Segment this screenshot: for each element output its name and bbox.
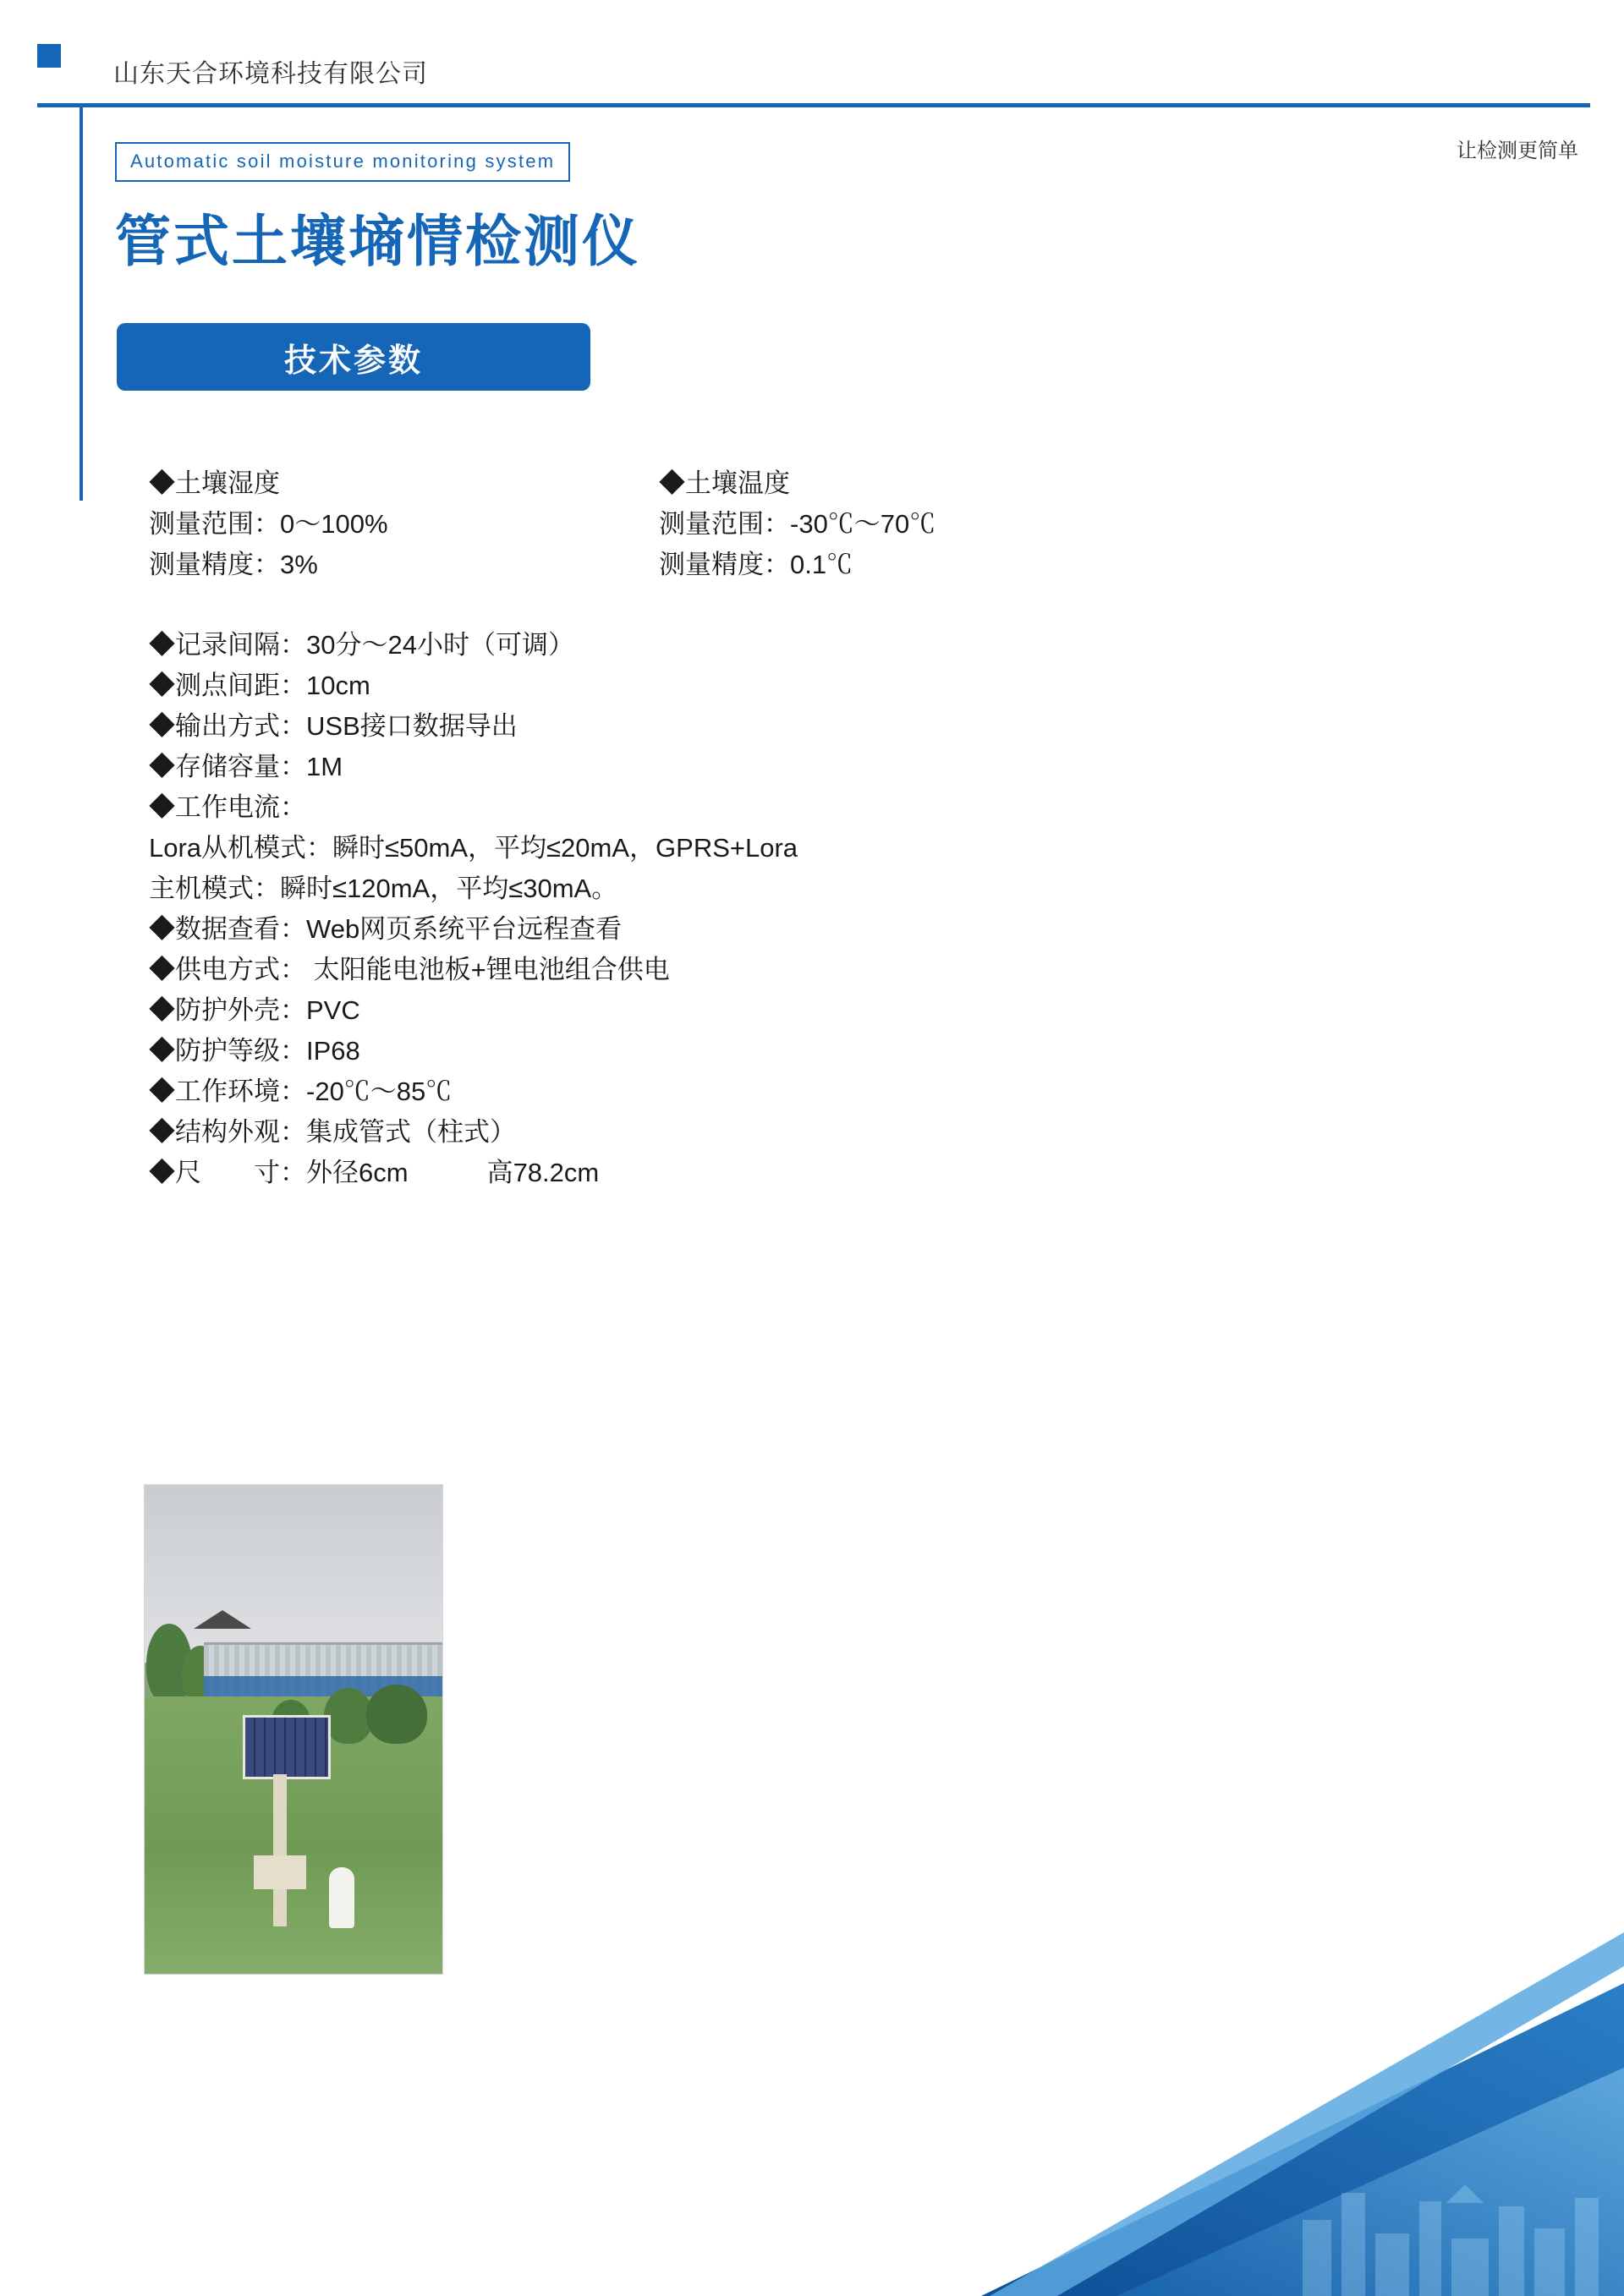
spec-item: ◆工作电流： (149, 792, 306, 822)
solar-panel (243, 1715, 331, 1779)
left-accent-bar (80, 107, 83, 501)
spec-item: 主机模式：瞬时≤120mA，平均≤30mA。 (149, 874, 618, 903)
page-title: 管式土壤墒情检测仪 (115, 210, 640, 272)
spec-temperature-accuracy: 测量精度：0.1℃ (659, 550, 853, 579)
spec-column-humidity (149, 463, 388, 585)
spec-item: ◆测点间距：10cm (149, 671, 370, 700)
english-title: Automatic soil moisture monitoring system (115, 142, 570, 182)
spec-item: ◆供电方式： 太阳能电池板+锂电池组合供电 (149, 955, 670, 984)
spec-item: ◆存储容量：1M (149, 752, 343, 781)
spec-temperature-range: 测量范围：-30℃～70℃ (659, 509, 936, 539)
spec-temperature-heading: ◆土壤温度 (659, 469, 790, 498)
company-name: 山东天合环境科技有限公司 (113, 60, 428, 88)
controller-box (254, 1855, 306, 1889)
spec-humidity-range: 测量范围：0～100% (149, 509, 388, 539)
spec-humidity-heading: ◆土壤湿度 (149, 469, 280, 498)
spec-area (149, 463, 1519, 1193)
header-divider (37, 103, 1590, 107)
spec-item: ◆数据查看：Web网页系统平台远程查看 (149, 914, 623, 944)
footer-decoration (863, 1856, 1624, 2296)
mounting-pole (273, 1774, 287, 1926)
spec-item: ◆输出方式：USB接口数据导出 (149, 711, 518, 741)
spec-item: ◆结构外观：集成管式（柱式） (149, 1117, 516, 1147)
pagoda-roof-shape (194, 1610, 251, 1629)
spec-humidity-accuracy: 测量精度：3% (149, 550, 318, 579)
spec-list (149, 625, 1519, 1193)
spec-item: ◆防护外壳：PVC (149, 995, 360, 1025)
logo-mark (37, 44, 61, 68)
spec-item: ◆记录间隔：30分～24小时（可调） (149, 630, 574, 660)
product-photo (144, 1484, 443, 1975)
spec-item: Lora从机模式：瞬时≤50mA，平均≤20mA，GPRS+Lora (149, 833, 798, 863)
tube-sensor-probe (329, 1867, 354, 1928)
spec-column-temperature (659, 463, 935, 585)
spec-two-column (149, 463, 1519, 589)
tree-shape (366, 1685, 427, 1744)
spec-item: ◆防护等级：IP68 (149, 1036, 360, 1066)
spec-item: ◆尺 寸：外径6cm 高78.2cm (149, 1158, 600, 1187)
header-slogan: 让检测更简单 (1457, 140, 1578, 162)
spec-item: ◆工作环境：-20℃～85℃ (149, 1077, 453, 1106)
section-tab-tech-params: 技术参数 (117, 323, 590, 391)
